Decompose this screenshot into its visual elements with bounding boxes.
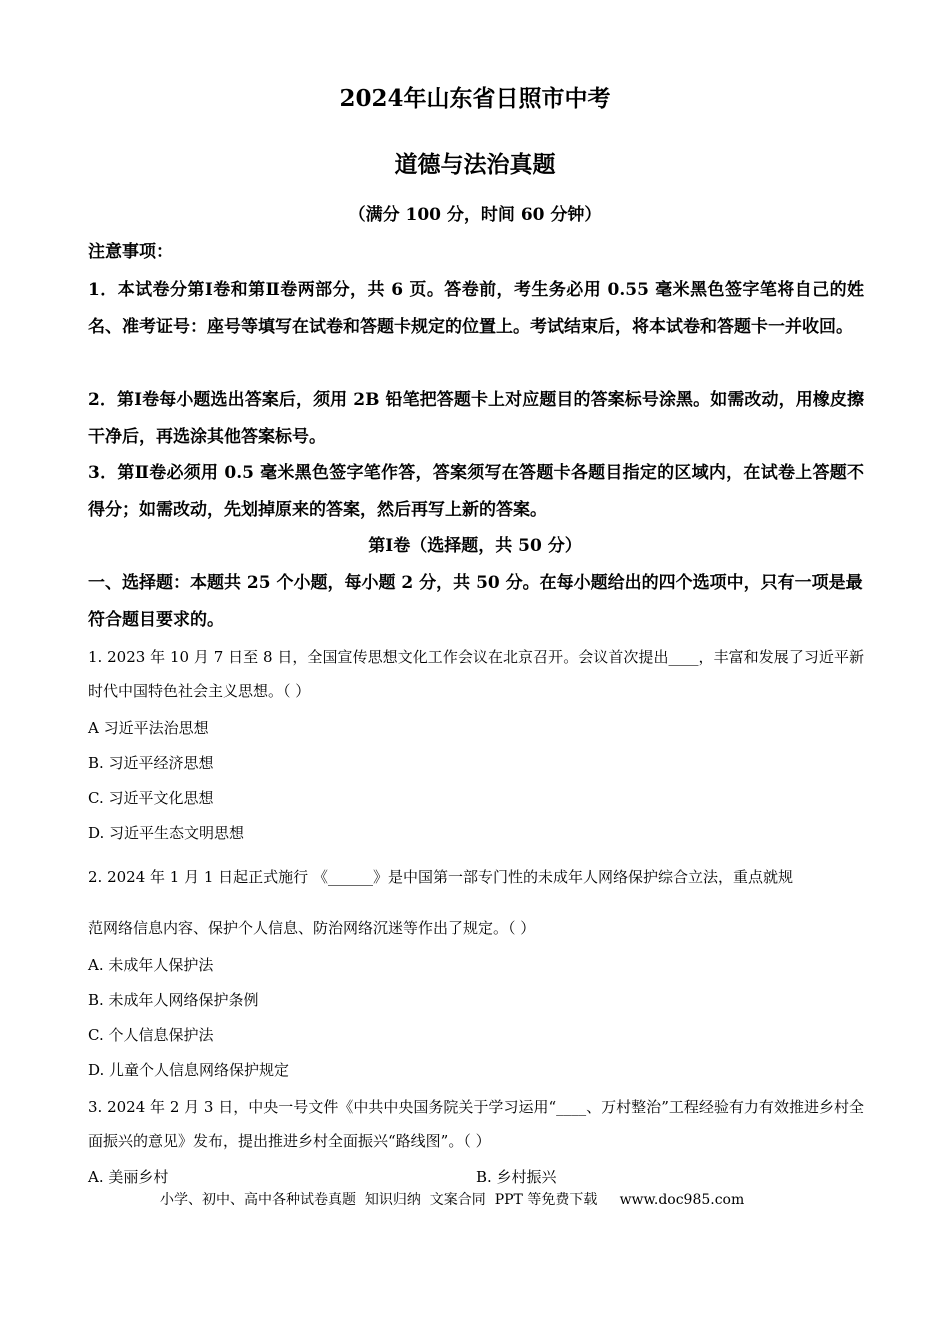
section-heading: 第Ⅰ卷（选择题，共 50 分） [368, 536, 582, 556]
question-2-option-a: A. 未成年人保护法 [88, 956, 214, 974]
question-3-option-b: B. 乡村振兴 [476, 1168, 557, 1186]
question-1-stem: 1. 2023 年 10 月 7 日至 8 日，全国宣传思想文化工作会议在北京召开。会议首次提出____，丰富和发展了习近平新时代中国特色社会主义思想。（ ） [88, 648, 864, 700]
notes-heading: 注意事项： [88, 242, 173, 262]
question-2-option-c: C. 个人信息保护法 [88, 1026, 214, 1044]
question-3-stem: 3. 2024 年 2 月 3 日，中央一号文件《中共中央国务院关于学习运用“____、万村整治”工程经验有力有效推进乡村全面振兴的意见》发布，提出推进乡村全面振兴“路线图”。（ ） [88, 1098, 864, 1150]
page-footer: 小学、初中、高中各种试卷真题 知识归纳 文案合同 PPT 等免费下载 www.doc985.com [160, 1192, 745, 1208]
question-2-stem-line-1: 2. 2024 年 1 月 1 日起正式施行 《______》是中国第一部专门性的未成年人网络保护综合立法，重点就规 [88, 868, 793, 886]
exam-score-time: （满分 100 分，时间 60 分钟） [348, 205, 602, 225]
exam-subject-title: 道德与法治真题 [394, 151, 556, 178]
question-1-option-d: D. 习近平生态文明思想 [88, 824, 245, 842]
note-item-2: 2．第Ⅰ卷每小题选出答案后，须用 2B 铅笔把答题卡上对应题目的答案标号涂黑。如需改动，用橡皮擦干净后，再选涂其他答案标号。 [88, 390, 864, 447]
section-description: 一、选择题：本题共 25 个小题，每小题 2 分，共 50 分。在每小题给出的四个选项中，只有一项是最符合题目要求的。 [88, 573, 863, 630]
question-1-option-c: C. 习近平文化思想 [88, 789, 214, 807]
question-1-option-b: B. 习近平经济思想 [88, 754, 214, 772]
note-item-1: 1．本试卷分第Ⅰ卷和第Ⅱ卷两部分，共 6 页。答卷前，考生务必用 0.55 毫米黑色签字笔将自己的姓名、准考证号：座号等填写在试卷和答题卡规定的位置上。考试结束后，将本试卷和答题卡一并收回。 [88, 280, 864, 337]
question-2-option-d: D. 儿童个人信息网络保护规定 [88, 1061, 290, 1079]
question-2-stem [88, 864, 864, 942]
question-3-option-a: A. 美丽乡村 [88, 1168, 169, 1186]
question-2-option-b: B. 未成年人网络保护条例 [88, 991, 259, 1009]
exam-title: 2024年山东省日照市中考 [339, 85, 611, 112]
note-item-3: 3．第Ⅱ卷必须用 0.5 毫米黑色签字笔作答，答案须写在答题卡各题目指定的区域内，在试卷上答题不得分；如需改动，先划掉原来的答案，然后再写上新的答案。 [88, 463, 864, 520]
question-2-stem-line-2: 范网络信息内容、保护个人信息、防治网络沉迷等作出了规定。（ ） [88, 919, 536, 937]
question-1-option-a: A 习近平法治思想 [88, 719, 209, 737]
